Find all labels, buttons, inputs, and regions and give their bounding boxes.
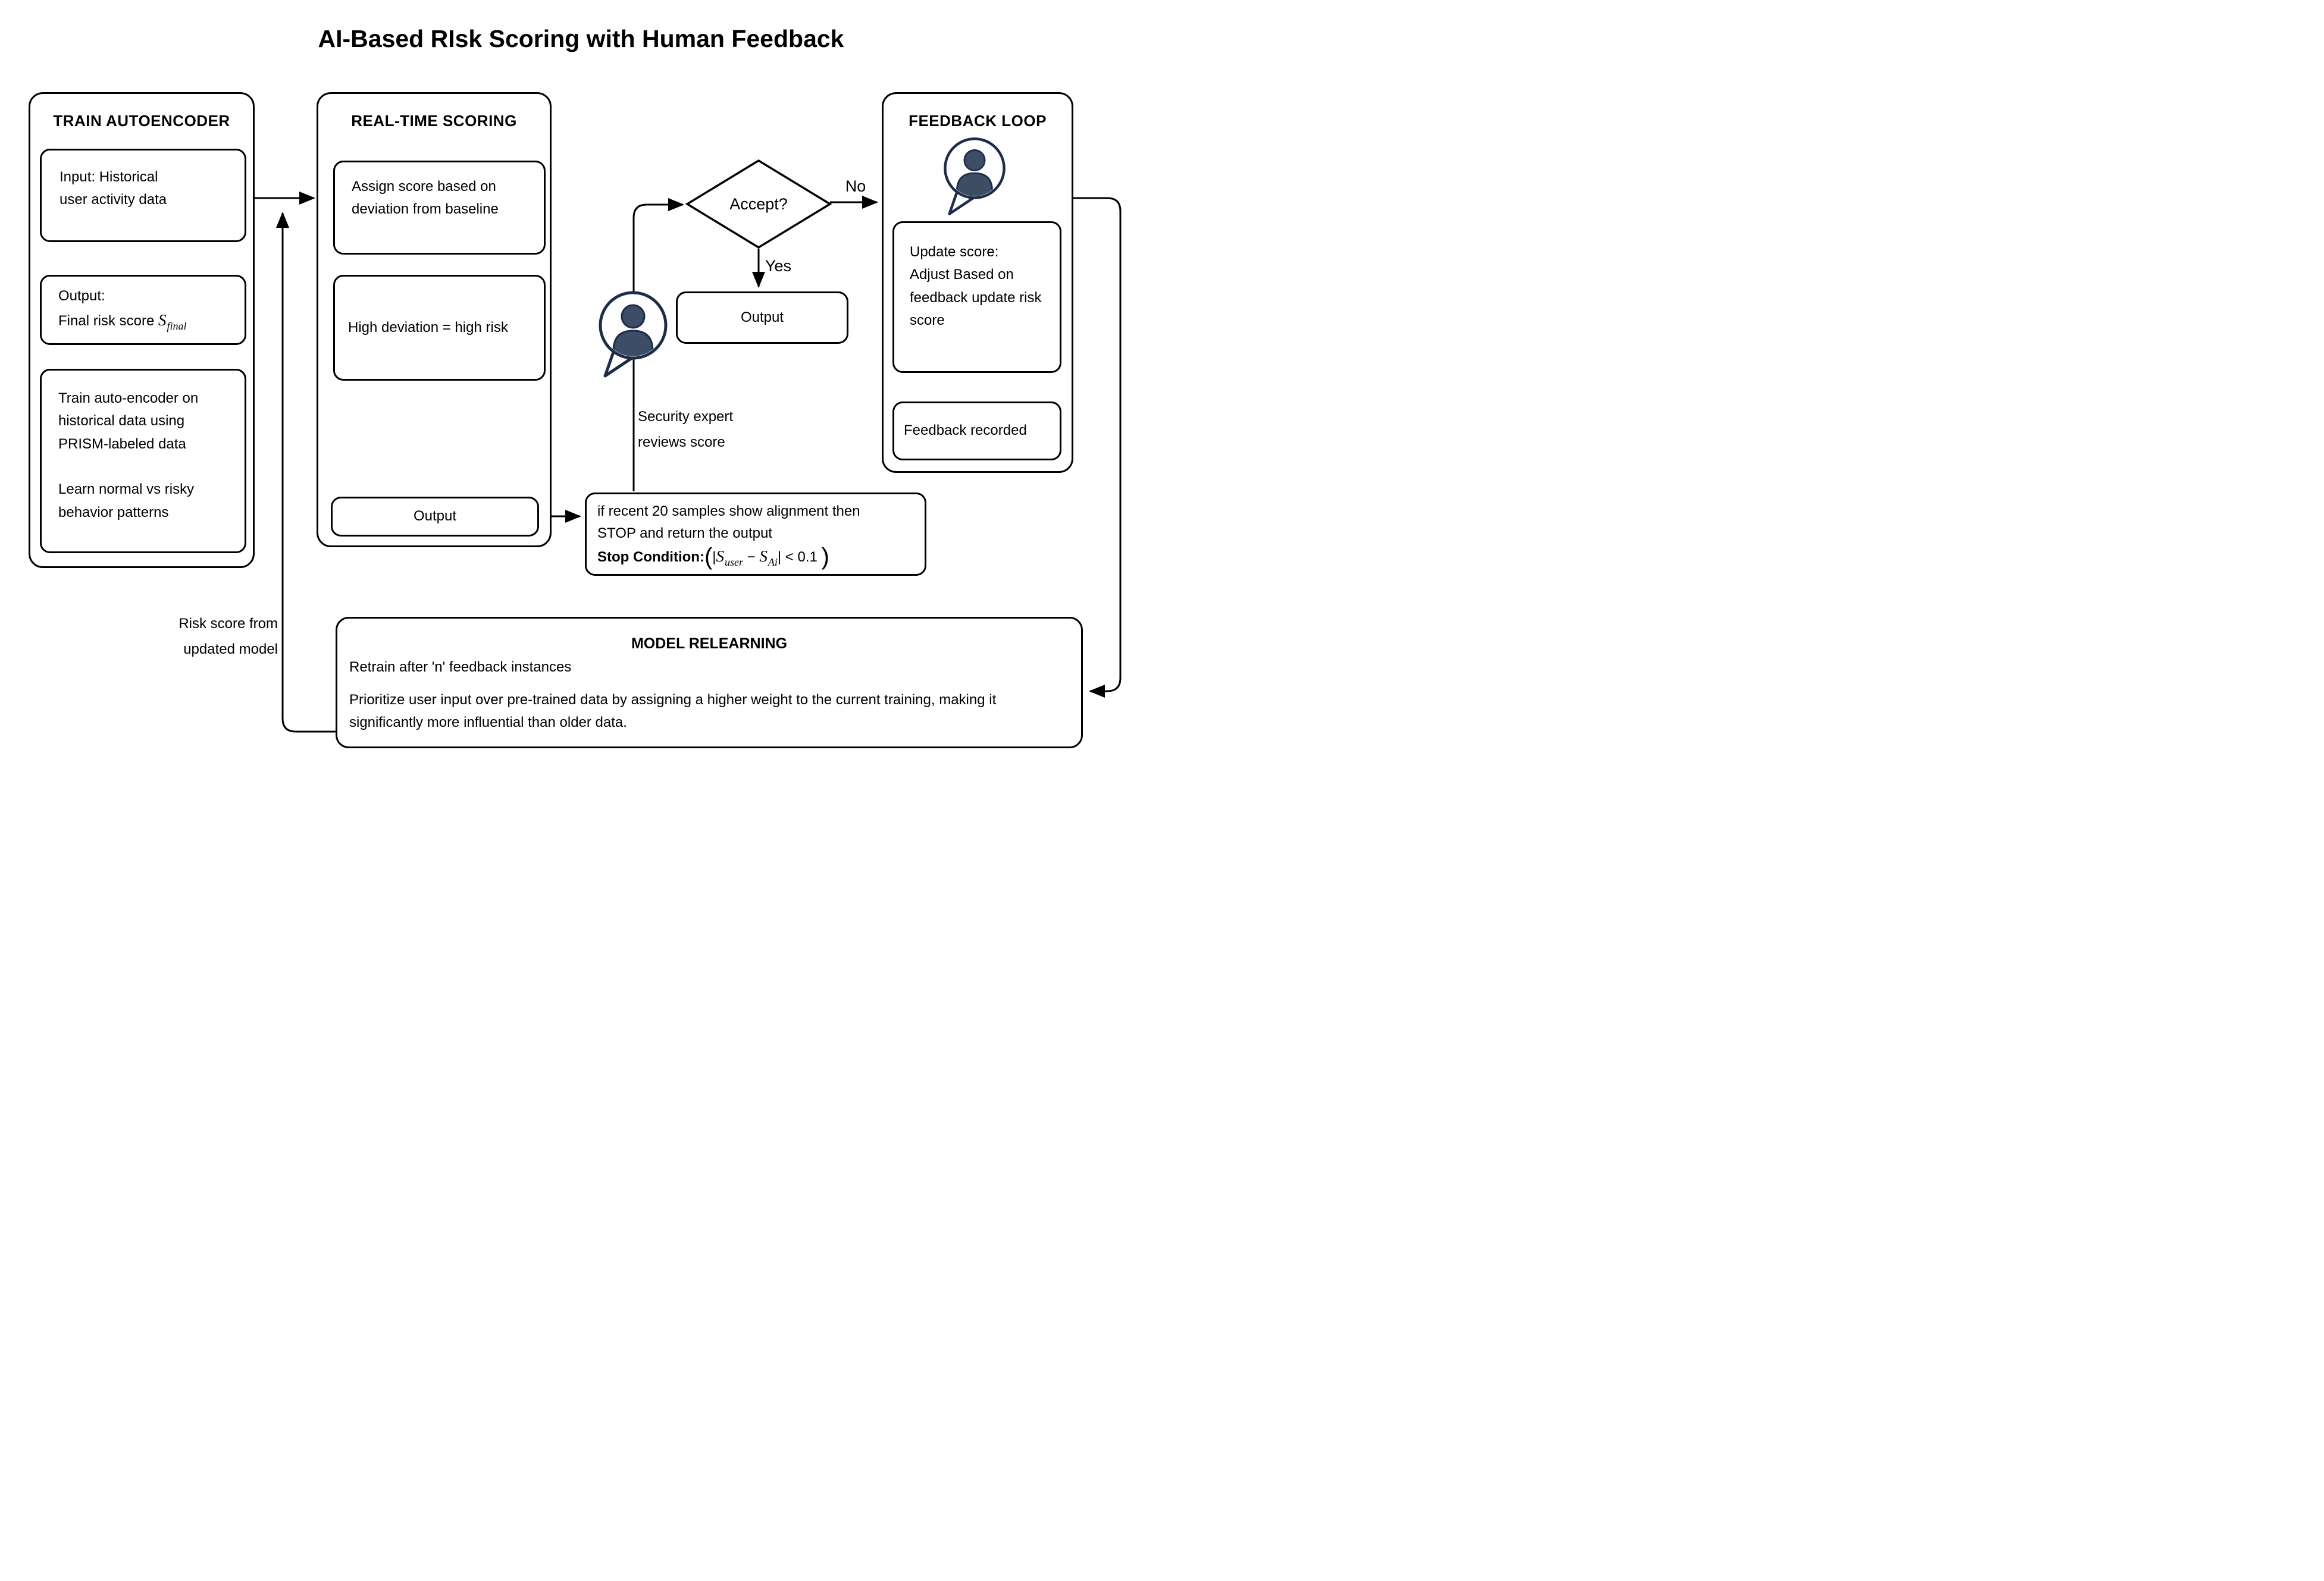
- model-relearning-para: Prioritize user input over pre-trained data by assigning a higher weight to the current training, making it significantly more influential than older data.: [349, 692, 997, 731]
- page-title: AI-Based RIsk Scoring with Human Feedback: [318, 25, 844, 52]
- update-score-rest: Adjust Based on feedback update risk score: [910, 266, 1042, 329]
- s-final-variable: S: [158, 311, 167, 330]
- update-score-line1: Update score:: [910, 244, 999, 260]
- model-relearning-box: [336, 617, 1083, 748]
- train-step-para1: Train auto-encoder on historical data using PRISM-labeled data: [58, 390, 199, 452]
- assign-score-box: Assign score based on deviation from baseline: [333, 161, 546, 255]
- model-relearning-title: MODEL RELEARNING: [631, 635, 788, 652]
- security-expert-caption: Security expert reviews score: [638, 409, 734, 450]
- train-panel-title: TRAIN AUTOENCODER: [53, 112, 230, 130]
- risk-score-loop-label: Risk score from updated model: [178, 616, 278, 657]
- line-feedback-to-relearning: [1073, 198, 1120, 691]
- decision-output-box: Output: [676, 291, 848, 344]
- stop-condition-box: [585, 493, 926, 576]
- input-box-line1: Input: Historical: [59, 169, 158, 185]
- input-box-line2: user activity data: [59, 192, 167, 208]
- feedback-panel-title: FEEDBACK LOOP: [909, 112, 1047, 130]
- no-label: No: [845, 177, 866, 195]
- train-step-box: [40, 369, 246, 553]
- train-step-para2: Learn normal vs risky behavior patterns: [58, 481, 195, 520]
- stop-condition-formula: Stop $Condition:(|S_{user} - S_{Ai}| < 0.1$ ): [597, 544, 829, 570]
- train-output-box: [40, 275, 246, 345]
- reviewer-person-speech-bubble-icon: [942, 136, 1007, 217]
- train-output-line2: Final risk score $S_{final}$: [58, 311, 187, 332]
- realtime-panel-title: REAL-TIME SCORING: [351, 112, 517, 130]
- realtime-output-box: Output: [331, 497, 539, 537]
- feedback-recorded-box: Feedback recorded: [892, 401, 1061, 460]
- yes-label: Yes: [765, 257, 792, 275]
- model-relearning-line1: Retrain after 'n' feedback instances: [349, 659, 572, 675]
- input-box: [40, 149, 246, 242]
- update-score-box: [892, 221, 1061, 373]
- decision-label: Accept?: [729, 195, 788, 213]
- stop-condition-line2: STOP and return the output: [597, 525, 772, 542]
- security-expert-person-speech-bubble-icon: [597, 289, 669, 379]
- stop-condition-line1: if recent 20 samples show alignment then: [597, 503, 860, 519]
- train-output-line1: Output:: [58, 288, 105, 304]
- high-deviation-box: High deviation = high risk: [333, 275, 546, 381]
